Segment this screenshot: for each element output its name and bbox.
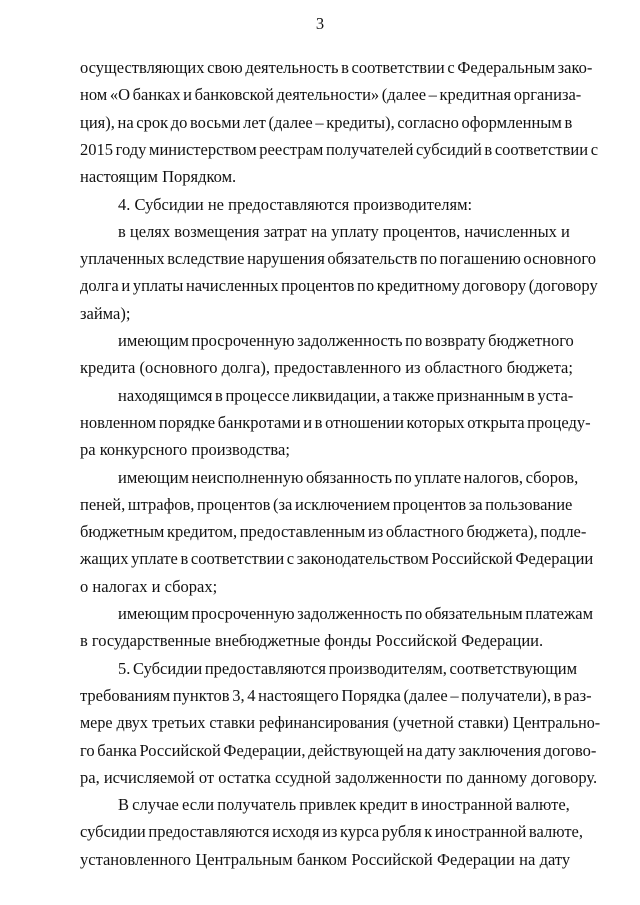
text-line: долга и уплаты начисленных процентов по кредитному договору (договору: [80, 276, 598, 296]
text-line: ция), на срок до восьми лет (далее – кредиты), согласно оформленным в: [80, 112, 573, 132]
text-line: пеней, штрафов, процентов (за исключением процентов за пользование: [80, 494, 573, 514]
text-line: уплаченных вследствие нарушения обязательств по погашению основного: [80, 249, 596, 269]
text-line: кредита (основного долга), предоставленного из областного бюджета;: [80, 358, 573, 378]
text-line: 4. Субсидии не предоставляются производителям:: [118, 194, 473, 214]
page-number: 3: [315, 14, 325, 33]
text-line: бюджетным кредитом, предоставленным из областного бюджета), подле-: [80, 522, 587, 542]
text-line: ра, исчисляемой от остатка ссудной задолженности по данному договору.: [80, 767, 598, 787]
text-line: осуществляющих свою деятельность в соответствии с Федеральным зако-: [80, 58, 593, 77]
text-line: мере двух третьих ставки рефинансирования (учетной ставки) Центрально-: [80, 713, 601, 733]
text-line: требованиям пунктов 3, 4 настоящего Порядка (далее – получатели), в раз-: [80, 685, 592, 705]
text-line: установленного Центральным банком Российской Федерации на дату: [80, 849, 571, 869]
text-line: ра конкурсного производства;: [80, 440, 290, 460]
text-line: о налогах и сборах;: [80, 576, 218, 596]
text-line: в целях возмещения затрат на уплату процентов, начисленных и: [118, 221, 570, 241]
text-line: имеющим просроченную задолженность по возврату бюджетного: [118, 331, 574, 350]
text-line: 5. Субсидии предоставляются производителям, соответствующим: [118, 658, 578, 678]
text-line: 2015 году министерством реестрам получателей субсидий в соответствии с: [80, 139, 599, 159]
text-line: новленном порядке банкротами и в отношении которых открыта процеду-: [80, 412, 591, 432]
text-line: настоящим Порядком.: [80, 167, 237, 187]
text-line: в государственные внебюджетные фонды Российской Федерации.: [80, 631, 544, 651]
text-line: го банка Российской Федерации, действующей на дату заключения догово-: [80, 740, 597, 760]
text-line: В случае если получатель привлек кредит в иностранной валюте,: [118, 795, 570, 815]
text-line: субсидии предоставляются исходя из курса рубля к иностранной валюте,: [80, 822, 583, 842]
text-line: имеющим просроченную задолженность по обязательным платежам: [118, 604, 594, 623]
text-line: находящимся в процессе ликвидации, а также признанным в уста-: [118, 385, 574, 405]
text-line: имеющим неисполненную обязанность по уплате налогов, сборов,: [118, 467, 579, 487]
text-line: займа);: [80, 303, 131, 323]
text-line: жащих уплате в соответствии с законодательством Российской Федерации: [80, 549, 594, 569]
text-line: ном «О банках и банковской деятельности» (далее – кредитная организа-: [80, 85, 582, 105]
